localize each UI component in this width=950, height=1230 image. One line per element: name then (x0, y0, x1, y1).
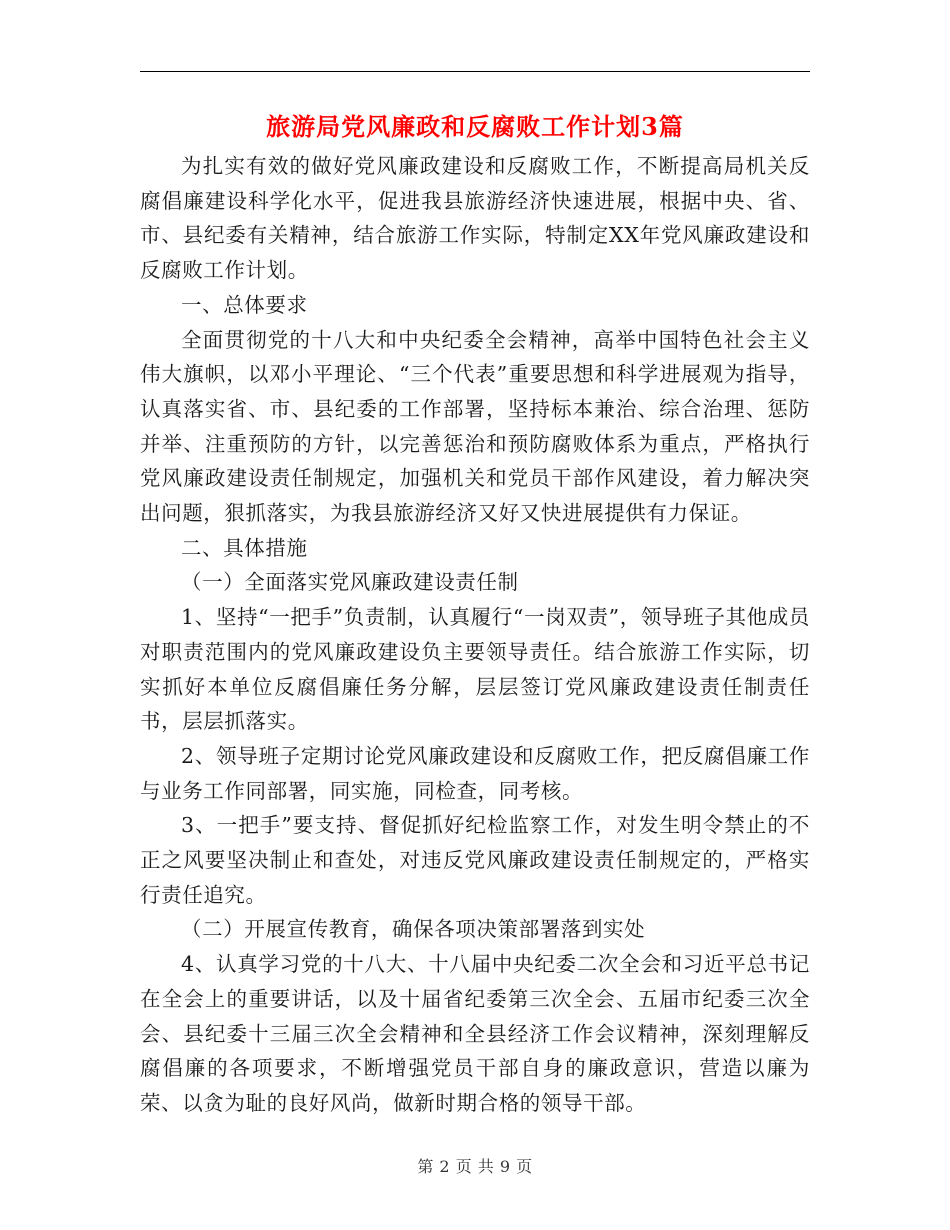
subsection-heading-responsibility: （一）全面落实党风廉政建设责任制 (181, 570, 519, 595)
paragraph-item-2: 2、领导班子定期讨论党风廉政建设和反腐败工作，把反腐倡廉工作与业务工作同部署，同实施，同检查，同考核。 (140, 743, 810, 803)
paragraph-item-3: 3、一把手”要支持、督促抓好纪检监察工作，对发生明令禁止的不正之风要坚决制止和查处，对违反党风廉政建设责任制规定的，严格实行责任追究。 (140, 813, 810, 907)
paragraph-item-1: 1、坚持“一把手”负责制，认真履行“一岗双责”，领导班子其他成员对职责范围内的党风廉政建设负主要领导责任。结合旅游工作实际，切实抓好本单位反腐倡廉任务分解，层层签订党风廉政建设责任制责任书，层层抓落实。 (140, 605, 810, 734)
subsection-heading-education: （二）开展宣传教育，确保各项决策部署落到实处 (181, 917, 646, 942)
document-body (140, 149, 810, 1121)
paragraph-intro: 为扎实有效的做好党风廉政建设和反腐败工作，不断提高局机关反腐倡廉建设科学化水平，促进我县旅游经济快速进展，根据中央、省、市、县纪委有关精神，结合旅游工作实际，特制定XX年党风廉政建设和反腐败工作计划。 (140, 154, 810, 283)
header-rule (140, 71, 810, 72)
page-footer: 第 2 页 共 9 页 (417, 1157, 533, 1176)
section-heading-general-requirements: 一、总体要求 (181, 292, 308, 317)
paragraph-item-4: 4、认真学习党的十八大、十八届中央纪委二次全会和习近平总书记在全会上的重要讲话，以及十届省纪委第三次全会、五届市纪委三次全会、县纪委十三届三次全会精神和全县经济工作会议精神，深刻理解反腐倡廉的各项要求，不断增强党员干部自身的廉政意识，营造以廉为荣、以贪为耻的良好风尚，做新时期合格的领导干部。 (140, 952, 810, 1115)
document-title: 旅游局党风廉政和反腐败工作计划3篇 (266, 112, 684, 141)
paragraph-general-requirements: 全面贯彻党的十八大和中央纪委全会精神，高举中国特色社会主义伟大旗帜，以邓小平理论、“三个代表”重要思想和科学进展观为指导，认真落实省、市、县纪委的工作部署，坚持标本兼治、综合治理、惩防并举、注重预防的方针，以完善惩治和预防腐败体系为重点，严格执行党风廉政建设责任制规定，加强机关和党员干部作风建设，着力解决突出问题，狠抓落实，为我县旅游经济又好又快进展提供有力保证。 (140, 327, 810, 526)
section-heading-specific-measures: 二、具体措施 (181, 535, 308, 560)
